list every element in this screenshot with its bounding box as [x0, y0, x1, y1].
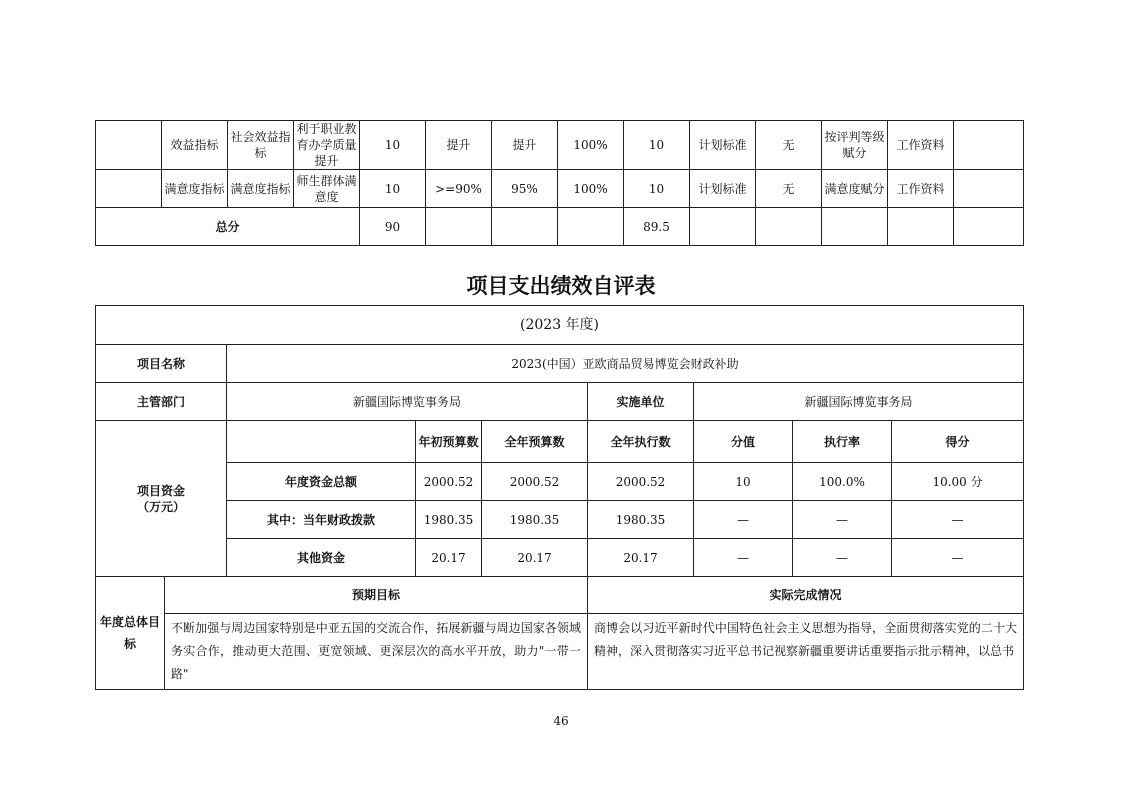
table-cell: 100%: [558, 170, 624, 208]
table-cell: —: [694, 539, 793, 577]
dept-label: 主管部门: [96, 383, 227, 421]
table-cell: [96, 121, 162, 170]
project-name-label: 项目名称: [96, 345, 227, 383]
performance-indicator-table: [95, 120, 1024, 246]
table-cell: 95%: [492, 170, 558, 208]
funds-header: 全年执行数: [588, 421, 694, 463]
table-cell: 提升: [426, 121, 492, 170]
table-cell: 计划标准: [690, 121, 756, 170]
table-row: [96, 501, 1024, 539]
table-cell: [954, 121, 1024, 170]
total-row: [96, 208, 1024, 246]
table-cell: 1980.35: [588, 501, 694, 539]
table-cell: >=90%: [426, 170, 492, 208]
table-cell: 工作资料: [888, 170, 954, 208]
table-cell: [96, 170, 162, 208]
actual-completion-header: 实际完成情况: [588, 577, 1024, 614]
funds-label-cell: [96, 421, 227, 577]
table-cell: 10: [360, 170, 426, 208]
table-cell: 100.0%: [793, 463, 892, 501]
table-cell: 10.00 分: [892, 463, 1024, 501]
table-cell: 20.17: [588, 539, 694, 577]
total-planned-score: 90: [360, 208, 426, 246]
table-cell: 无: [756, 121, 822, 170]
funds-row-label: 年度资金总额: [227, 463, 416, 501]
table-row: [96, 383, 1024, 421]
dept-value: 新疆国际博览事务局: [227, 383, 588, 421]
funds-header: 年初预算数: [416, 421, 482, 463]
table-cell: 效益指标: [162, 121, 228, 170]
actual-completion-text: 商博会以习近平新时代中国特色社会主义思想为指导，全面贯彻落实党的二十大精神，深入贯彻落实习近平总书记视察新疆重要讲话重要指示批示精神，以总书: [588, 614, 1024, 690]
funds-header: 得分: [892, 421, 1024, 463]
table-cell: 100%: [558, 121, 624, 170]
page-number: 46: [553, 714, 569, 728]
year-label: (2023 年度): [96, 306, 1024, 345]
table-cell: 工作资料: [888, 121, 954, 170]
table-row: [96, 463, 1024, 501]
funds-unit: （万元）: [136, 499, 185, 514]
table-cell: —: [793, 501, 892, 539]
annual-goal-label: 年度总体目标: [96, 577, 165, 690]
table-cell: —: [892, 539, 1024, 577]
table-row: [96, 577, 1024, 614]
funds-label: 项目资金: [136, 483, 185, 498]
table-cell: 利于职业教育办学质量提升: [294, 121, 360, 170]
table-cell: 计划标准: [690, 170, 756, 208]
table-cell: 按评判等级赋分: [822, 121, 888, 170]
table-cell: —: [694, 501, 793, 539]
table-cell: 2000.52: [588, 463, 694, 501]
table-cell: 2000.52: [482, 463, 588, 501]
table-cell: 社会效益指标: [228, 121, 294, 170]
impl-unit-label: 实施单位: [588, 383, 694, 421]
table-cell: 10: [694, 463, 793, 501]
self-evaluation-table: [95, 305, 1024, 690]
impl-unit-value: 新疆国际博览事务局: [694, 383, 1024, 421]
table-cell: 2000.52: [416, 463, 482, 501]
table-cell: 10: [360, 121, 426, 170]
table-row: [96, 614, 1024, 690]
table-cell: 满意度指标: [228, 170, 294, 208]
page-title: 项目支出绩效自评表: [466, 274, 656, 298]
table-cell: 满意度指标: [162, 170, 228, 208]
table-row: [96, 170, 1024, 208]
table-cell: 提升: [492, 121, 558, 170]
total-label: 总分: [96, 208, 360, 246]
table-row: [96, 306, 1024, 345]
funds-header: 执行率: [793, 421, 892, 463]
table-cell: —: [793, 539, 892, 577]
funds-header: 分值: [694, 421, 793, 463]
funds-header: 全年预算数: [482, 421, 588, 463]
funds-row-label: 其中：当年财政拨款: [227, 501, 416, 539]
table-cell: —: [892, 501, 1024, 539]
table-cell: 无: [756, 170, 822, 208]
table-row: [96, 421, 1024, 463]
funds-row-label: 其他资金: [227, 539, 416, 577]
table-cell: 10: [624, 170, 690, 208]
table-cell: 20.17: [416, 539, 482, 577]
table-cell: 10: [624, 121, 690, 170]
table-row: [96, 121, 1024, 170]
table-cell: 师生群体满意度: [294, 170, 360, 208]
project-name-value: 2023(中国）亚欧商品贸易博览会财政补助: [227, 345, 1024, 383]
expected-goal-text: 不断加强与周边国家特别是中亚五国的交流合作，拓展新疆与周边国家各领域务实合作，推动更大范围、更宽领域、更深层次的高水平开放，助力"一带一路": [165, 614, 588, 690]
table-cell: 1980.35: [416, 501, 482, 539]
table-cell: [954, 170, 1024, 208]
table-cell: 20.17: [482, 539, 588, 577]
table-row: [96, 345, 1024, 383]
table-cell: 满意度赋分: [822, 170, 888, 208]
table-cell: 1980.35: [482, 501, 588, 539]
expected-goal-header: 预期目标: [165, 577, 588, 614]
total-actual-score: 89.5: [624, 208, 690, 246]
table-row: [96, 539, 1024, 577]
